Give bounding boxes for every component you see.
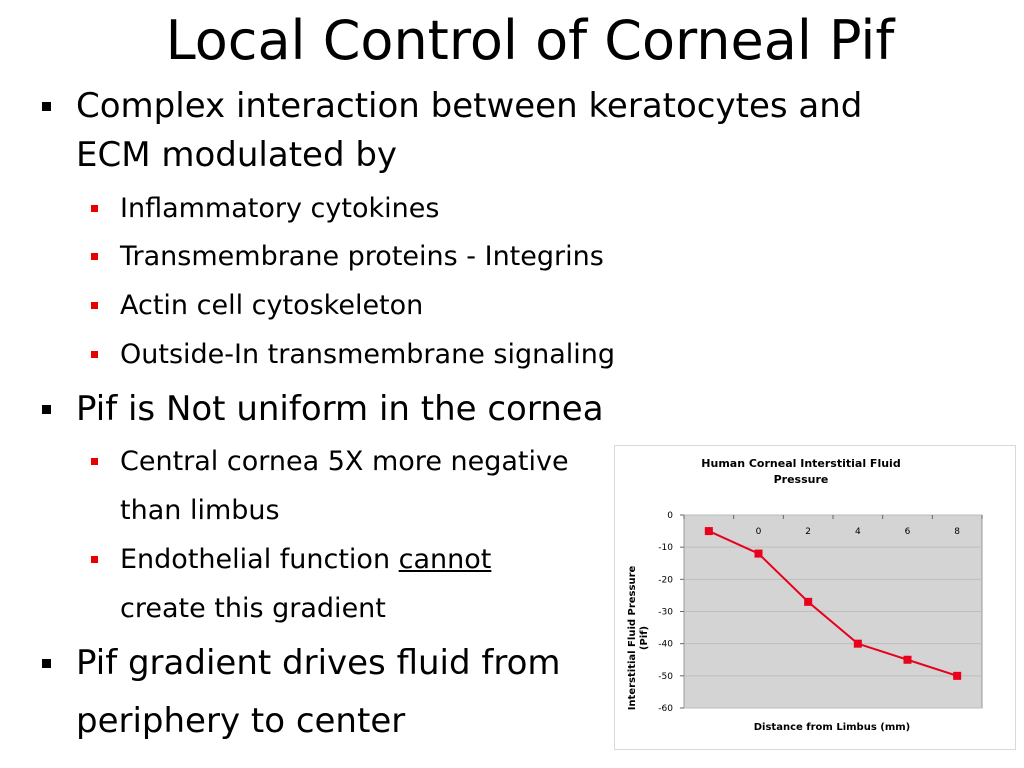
- chart-title-line-1: Human Corneal Interstitial Fluid: [701, 457, 901, 470]
- endothelial-text: Endothelial function: [120, 544, 399, 575]
- sub-bullet-central-cornea-line-2: than limbus: [120, 495, 280, 526]
- x-tick-label: 0: [755, 527, 762, 537]
- sub-bullet-outside-in-signaling: Outside-In transmembrane signaling: [120, 339, 616, 370]
- sub-bullet-actin-cytoskeleton: Actin cell cytoskeleton: [120, 290, 424, 321]
- sub-bullet-marker: [91, 253, 98, 260]
- cannot-emphasis: cannot: [398, 544, 492, 575]
- x-tick-label: 8: [954, 527, 961, 537]
- y-tick-label: -20: [658, 575, 673, 586]
- y-tick-label: -30: [658, 607, 673, 618]
- y-tick-label: -40: [658, 639, 673, 650]
- bullet-marker: [42, 102, 51, 111]
- data-point: [755, 550, 763, 558]
- y-tick-label: -60: [658, 704, 673, 714]
- y-axis-ticks: [658, 511, 684, 714]
- x-tick-label: 4: [854, 527, 861, 537]
- data-point: [904, 656, 912, 664]
- data-point: [953, 672, 961, 680]
- slide-title: Local Control of Corneal Pif: [165, 9, 895, 72]
- sub-bullet-marker: [91, 556, 98, 563]
- sub-bullet-marker: [91, 302, 98, 309]
- sub-bullet-marker: [91, 458, 98, 465]
- data-point: [804, 598, 812, 606]
- bullet-1-line-1: Complex interaction between keratocytes and: [76, 86, 863, 126]
- pif-chart-svg: [615, 446, 1015, 749]
- y-axis-label-line-2: (Pif): [639, 625, 650, 651]
- y-tick-label: -50: [658, 671, 673, 682]
- y-tick-label: -10: [658, 543, 673, 554]
- bullet-3-line-1: Pif gradient drives fluid from: [76, 643, 561, 683]
- bullet-1-line-2: ECM modulated by: [76, 135, 398, 175]
- sub-bullet-inflammatory-cytokines: Inflammatory cytokines: [120, 193, 440, 224]
- data-point: [854, 640, 862, 648]
- bullet-marker: [42, 659, 51, 668]
- x-tick-label: 6: [904, 527, 911, 537]
- sub-bullet-endothelial-function: [120, 536, 491, 584]
- pif-chart: [614, 445, 1016, 750]
- y-axis-label-line-1: Interstitial Fluid Pressure: [627, 565, 638, 711]
- y-axis-label: [627, 565, 650, 710]
- y-tick-label: 0: [667, 511, 673, 521]
- sub-bullet-transmembrane-proteins: Transmembrane proteins - Integrins: [120, 241, 604, 272]
- sub-bullet-marker: [91, 351, 98, 358]
- sub-bullet-central-cornea: Central cornea 5X more negative: [120, 446, 569, 477]
- chart-title-line-2: Pressure: [773, 473, 829, 486]
- sub-bullet-endothelial-line-2: create this gradient: [120, 593, 386, 624]
- data-point: [705, 527, 713, 535]
- bullet-3-line-2: periphery to center: [76, 701, 406, 741]
- x-tick-label: 2: [805, 527, 812, 537]
- sub-bullet-marker: [91, 205, 98, 212]
- bullet-2-line-1: Pif is Not uniform in the cornea: [76, 389, 604, 429]
- bullet-marker: [42, 405, 51, 414]
- x-axis-label: Distance from Limbus (mm): [753, 722, 911, 733]
